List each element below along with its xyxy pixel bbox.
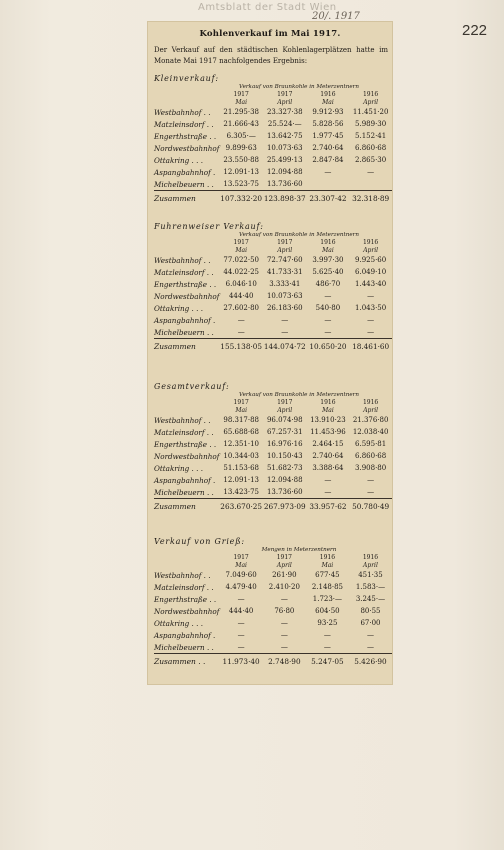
table-cell: —: [280, 643, 288, 651]
table-row: [154, 178, 392, 191]
table-cell: 1.977·45: [312, 132, 344, 140]
table-cell: —: [367, 476, 375, 484]
section-title: Gesamtverkauf:: [154, 382, 230, 391]
table-cell: 21.666·43: [223, 120, 260, 128]
table-cell: —: [280, 595, 288, 603]
table-cell: —: [324, 168, 332, 176]
table-cell: 10.073·63: [266, 144, 303, 152]
table-cell: 93·25: [317, 619, 338, 627]
table-row: [154, 314, 392, 326]
table-cell: 2.740·64: [312, 144, 344, 152]
table-cell: 67·00: [360, 619, 381, 627]
year-header: 1917: [233, 398, 249, 406]
table-cell: —: [324, 316, 332, 324]
year-header: 1917: [277, 90, 293, 98]
location-name: Michelbeuern . .: [154, 487, 214, 497]
month-header-row: [154, 246, 392, 254]
table-row: [154, 486, 392, 499]
table-cell: 2.410·20: [268, 583, 300, 591]
table-cell: 80·55: [360, 607, 381, 615]
table-cell: 12.091·13: [223, 168, 260, 176]
location-name: Aspangbahnhof .: [154, 167, 216, 177]
header-spacer: [154, 553, 219, 561]
table-cell: 1.723·—: [312, 595, 343, 603]
table-row: [154, 326, 392, 339]
table-cell: 7.049·60: [225, 571, 257, 579]
table-cell: 1.043·50: [355, 304, 387, 312]
table-cell: 25.524·—: [267, 120, 302, 128]
table-row: [154, 593, 392, 605]
table-cell: 3.997·30: [312, 256, 344, 264]
table-cell: 13.736·60: [266, 488, 303, 496]
table-row: [154, 641, 392, 654]
table-caption: Verkauf von Braunkohle in Meterzentnern: [239, 392, 359, 398]
total-row: [154, 339, 392, 354]
month-header: April: [276, 561, 292, 569]
header-spacer: [154, 398, 219, 406]
table-cell: —: [324, 488, 332, 496]
table-row: [154, 605, 392, 617]
header-spacer: [154, 238, 219, 246]
table-cell: 1.443·40: [355, 280, 387, 288]
year-header: 1916: [320, 238, 336, 246]
table-cell: —: [324, 292, 332, 300]
location-name: Ottakring . . .: [154, 155, 203, 165]
location-name: Matzleinsdorf . .: [154, 427, 214, 437]
table-section: [154, 74, 392, 205]
table-row: [154, 462, 392, 474]
table-cell: 6.595·81: [355, 440, 387, 448]
table-cell: 23.550·88: [223, 156, 260, 164]
table-cell: [307, 178, 350, 191]
year-header-row: [154, 553, 392, 561]
table-cell: 13.523·75: [223, 180, 260, 188]
table-cell: 5.989·30: [355, 120, 387, 128]
table-row: [154, 118, 392, 130]
table-cell: 261·90: [272, 571, 297, 579]
coal-sales-table: [154, 90, 392, 205]
table-cell: 72.747·60: [266, 256, 303, 264]
table-cell: 2.740·64: [312, 452, 344, 460]
table-row: [154, 569, 392, 581]
table-cell: 540·80: [315, 304, 341, 312]
table-row: [154, 154, 392, 166]
table-cell: 3.245·—: [355, 595, 386, 603]
table-cell: 21.376·80: [352, 416, 389, 424]
total-cell: 263.670·25: [219, 499, 263, 514]
table-cell: [349, 178, 392, 191]
table-cell: 2.464·15: [312, 440, 344, 448]
location-name: Nordwestbahnhof: [154, 291, 220, 301]
year-header-row: [154, 398, 392, 406]
year-header: 1917: [233, 90, 249, 98]
table-cell: 13.423·75: [223, 488, 260, 496]
table-cell: —: [280, 619, 288, 627]
location-name: Engerthstraße . .: [154, 439, 217, 449]
location-name: Engerthstraße . .: [154, 594, 217, 604]
month-header: Mai: [235, 561, 247, 569]
table-cell: 9.912·93: [312, 108, 344, 116]
total-cell: 107.332·20: [219, 191, 263, 206]
month-header: Mai: [322, 406, 334, 414]
table-cell: 11.453·96: [310, 428, 346, 436]
year-header: 1917: [276, 553, 292, 561]
table-cell: 10.344·03: [223, 452, 260, 460]
month-header: April: [277, 98, 293, 106]
total-row: [154, 654, 392, 669]
table-row: [154, 254, 392, 266]
coal-sales-table: [154, 238, 392, 353]
table-section: [154, 537, 392, 668]
table-row: [154, 426, 392, 438]
total-label: Zusammen: [154, 339, 219, 354]
location-name: Michelbeuern . .: [154, 327, 214, 337]
total-cell: 2.748·90: [263, 654, 306, 669]
table-cell: 4.479·40: [225, 583, 257, 591]
month-header: April: [277, 246, 293, 254]
year-header: 1916: [320, 90, 336, 98]
month-header-row: [154, 98, 392, 106]
year-header: 1917: [277, 398, 293, 406]
location-name: Westbahnhof . .: [154, 107, 211, 117]
month-header: April: [363, 406, 379, 414]
table-row: [154, 166, 392, 178]
table-cell: 10.073·63: [266, 292, 303, 300]
year-header-row: [154, 238, 392, 246]
total-row: [154, 191, 392, 206]
table-cell: —: [281, 328, 289, 336]
year-header: 1917: [233, 553, 249, 561]
table-cell: 12.091·13: [223, 476, 260, 484]
table-cell: —: [367, 328, 375, 336]
table-cell: —: [237, 619, 245, 627]
total-row: [154, 499, 392, 514]
table-cell: 11.451·20: [352, 108, 389, 116]
table-cell: 65.688·68: [223, 428, 260, 436]
table-row: [154, 302, 392, 314]
location-name: Westbahnhof . .: [154, 255, 211, 265]
location-name: Westbahnhof . .: [154, 570, 211, 580]
table-cell: 3.908·80: [355, 464, 387, 472]
year-header: 1917: [277, 238, 293, 246]
table-cell: 25.499·13: [266, 156, 303, 164]
coal-sales-table: [154, 398, 392, 513]
total-cell: 10.650·20: [307, 339, 350, 354]
table-cell: 23.327·38: [266, 108, 303, 116]
table-cell: 3.333·41: [269, 280, 301, 288]
table-cell: 26.183·60: [266, 304, 303, 312]
article-heading: Kohlenverkauf im Mai 1917.: [199, 29, 341, 39]
table-cell: —: [366, 643, 374, 651]
section-title: Verkauf von Grieß:: [154, 537, 245, 546]
total-cell: 5.247·05: [306, 654, 349, 669]
table-cell: —: [237, 316, 245, 324]
table-section: [154, 222, 392, 353]
table-cell: 486·70: [315, 280, 341, 288]
table-cell: 3.388·64: [312, 464, 344, 472]
table-cell: 77.022·50: [223, 256, 260, 264]
table-cell: —: [367, 488, 375, 496]
table-row: [154, 629, 392, 641]
year-header: 1916: [319, 553, 336, 561]
total-cell: 123.898·37: [263, 191, 307, 206]
table-cell: 13.642·75: [266, 132, 303, 140]
location-name: Ottakring . . .: [154, 303, 203, 313]
table-cell: 41.733·31: [266, 268, 303, 276]
table-cell: 76·80: [274, 607, 295, 615]
table-cell: 6.305·—: [226, 132, 256, 140]
table-cell: 5.625·40: [312, 268, 344, 276]
table-cell: —: [323, 643, 331, 651]
table-cell: 98.317·88: [223, 416, 260, 424]
location-name: Michelbeuern . .: [154, 179, 214, 189]
table-cell: —: [280, 631, 288, 639]
location-name: Matzleinsdorf . .: [154, 119, 214, 129]
total-cell: 23.307·42: [307, 191, 350, 206]
header-spacer: [154, 246, 219, 254]
table-cell: 6.049·10: [355, 268, 387, 276]
location-name: Nordwestbahnhof: [154, 451, 220, 461]
location-name: Matzleinsdorf . .: [154, 267, 214, 277]
table-cell: 51.153·68: [223, 464, 260, 472]
table-cell: —: [367, 316, 375, 324]
month-header: Mai: [235, 98, 248, 106]
coal-sales-table: [154, 553, 392, 668]
table-cell: 67.257·31: [266, 428, 303, 436]
header-spacer: [154, 561, 219, 569]
table-cell: 16.976·16: [266, 440, 303, 448]
location-name: Aspangbahnhof .: [154, 475, 216, 485]
total-label: Zusammen: [154, 191, 219, 206]
table-cell: 2.865·30: [355, 156, 387, 164]
table-caption: Verkauf von Braunkohle in Meterzentnern: [239, 232, 359, 238]
total-cell: 267.973·09: [263, 499, 307, 514]
table-cell: 6.860·68: [355, 144, 387, 152]
location-name: Nordwestbahnhof: [154, 143, 220, 153]
header-spacer: [154, 98, 219, 106]
table-row: [154, 581, 392, 593]
table-cell: 6.046·10: [225, 280, 257, 288]
month-header: Mai: [235, 246, 248, 254]
table-row: [154, 142, 392, 154]
table-cell: —: [237, 328, 245, 336]
table-cell: —: [367, 292, 375, 300]
total-cell: 18.461·60: [349, 339, 392, 354]
table-cell: 451·35: [358, 571, 383, 579]
location-name: Ottakring . . .: [154, 618, 203, 628]
year-header-row: [154, 90, 392, 98]
table-section: [154, 382, 392, 513]
month-header: April: [363, 561, 378, 569]
location-name: Nordwestbahnhof: [154, 606, 220, 616]
month-header: April: [363, 246, 379, 254]
table-cell: —: [237, 643, 245, 651]
table-cell: —: [281, 316, 289, 324]
table-row: [154, 290, 392, 302]
total-cell: 50.780·49: [349, 499, 392, 514]
year-header: 1916: [362, 238, 379, 246]
table-cell: 51.682·73: [266, 464, 303, 472]
table-cell: 12.094·88: [266, 168, 303, 176]
table-caption: Mengen in Meterzentnern: [261, 547, 337, 553]
month-header: Mai: [322, 246, 334, 254]
month-header: Mai: [235, 406, 248, 414]
total-cell: 33.957·62: [307, 499, 350, 514]
location-name: Aspangbahnhof .: [154, 630, 216, 640]
location-name: Aspangbahnhof .: [154, 315, 216, 325]
table-cell: —: [324, 328, 332, 336]
table-row: [154, 474, 392, 486]
table-cell: 2.847·84: [312, 156, 344, 164]
table-row: [154, 130, 392, 142]
table-cell: —: [366, 631, 374, 639]
location-name: Matzleinsdorf . .: [154, 582, 214, 592]
year-header: 1916: [362, 553, 379, 561]
table-row: [154, 266, 392, 278]
table-cell: 677·45: [315, 571, 340, 579]
table-cell: 6.860·68: [355, 452, 387, 460]
year-header: 1916: [362, 90, 379, 98]
table-cell: 44.022·25: [223, 268, 260, 276]
location-name: Engerthstraße . .: [154, 131, 217, 141]
month-header: April: [277, 406, 293, 414]
year-header: 1916: [362, 398, 379, 406]
section-title: Fuhrenweiser Verkauf:: [154, 222, 264, 231]
article-intro: Der Verkauf auf den städtischen Kohlenlagerplätzen hatte im Monate Mai 1917 nachfolgendes Ergebnis:: [154, 46, 388, 65]
table-cell: —: [324, 476, 332, 484]
total-cell: 5.426·90: [349, 654, 392, 669]
total-cell: 155.138·05: [219, 339, 263, 354]
table-cell: 12.038·40: [352, 428, 389, 436]
table-cell: 5.152·41: [355, 132, 387, 140]
total-cell: 11.973·40: [219, 654, 262, 669]
table-cell: —: [323, 631, 331, 639]
table-cell: —: [237, 631, 245, 639]
table-cell: 1.583·—: [355, 583, 386, 591]
section-title: Kleinverkauf:: [154, 74, 219, 83]
handwritten-date: 20/. 1917: [312, 11, 360, 22]
table-row: [154, 278, 392, 290]
table-cell: 9.925·60: [355, 256, 387, 264]
location-name: Michelbeuern . .: [154, 642, 214, 652]
table-cell: 21.295·38: [223, 108, 260, 116]
location-name: Westbahnhof . .: [154, 415, 211, 425]
table-cell: 96.074·98: [266, 416, 303, 424]
table-caption: Verkauf von Braunkohle in Meterzentnern: [239, 84, 359, 90]
table-cell: 604·50: [315, 607, 340, 615]
table-cell: 9.899·63: [225, 144, 257, 152]
header-spacer: [154, 90, 219, 98]
month-header: April: [363, 98, 379, 106]
total-cell: 32.318·89: [349, 191, 392, 206]
table-row: [154, 617, 392, 629]
table-cell: 13.910·23: [310, 416, 346, 424]
table-cell: 10.150·43: [266, 452, 303, 460]
year-header: 1917: [233, 238, 249, 246]
table-cell: —: [237, 595, 245, 603]
table-row: [154, 450, 392, 462]
month-header: Mai: [321, 561, 334, 569]
total-label: Zusammen . .: [154, 654, 219, 669]
total-cell: 144.074·72: [263, 339, 307, 354]
header-spacer: [154, 406, 219, 414]
year-header: 1916: [320, 398, 336, 406]
table-cell: 27.602·80: [223, 304, 260, 312]
archive-stamp: Amtsblatt der Stadt Wien: [198, 2, 337, 13]
table-row: [154, 414, 392, 426]
table-cell: 12.094·88: [266, 476, 303, 484]
month-header-row: [154, 561, 392, 569]
table-cell: 444·40: [228, 607, 254, 615]
table-cell: 13.736·60: [266, 180, 303, 188]
month-header-row: [154, 406, 392, 414]
location-name: Engerthstraße . .: [154, 279, 217, 289]
month-header: Mai: [322, 98, 334, 106]
table-cell: 5.828·56: [312, 120, 344, 128]
page-number: 222: [462, 22, 488, 39]
newspaper-clipping: [148, 22, 392, 684]
table-row: [154, 106, 392, 118]
table-row: [154, 438, 392, 450]
table-cell: —: [367, 168, 375, 176]
table-cell: 444·40: [228, 292, 254, 300]
table-cell: 2.148·85: [311, 583, 343, 591]
table-cell: 12.351·10: [223, 440, 260, 448]
total-label: Zusammen: [154, 499, 219, 514]
location-name: Ottakring . . .: [154, 463, 203, 473]
